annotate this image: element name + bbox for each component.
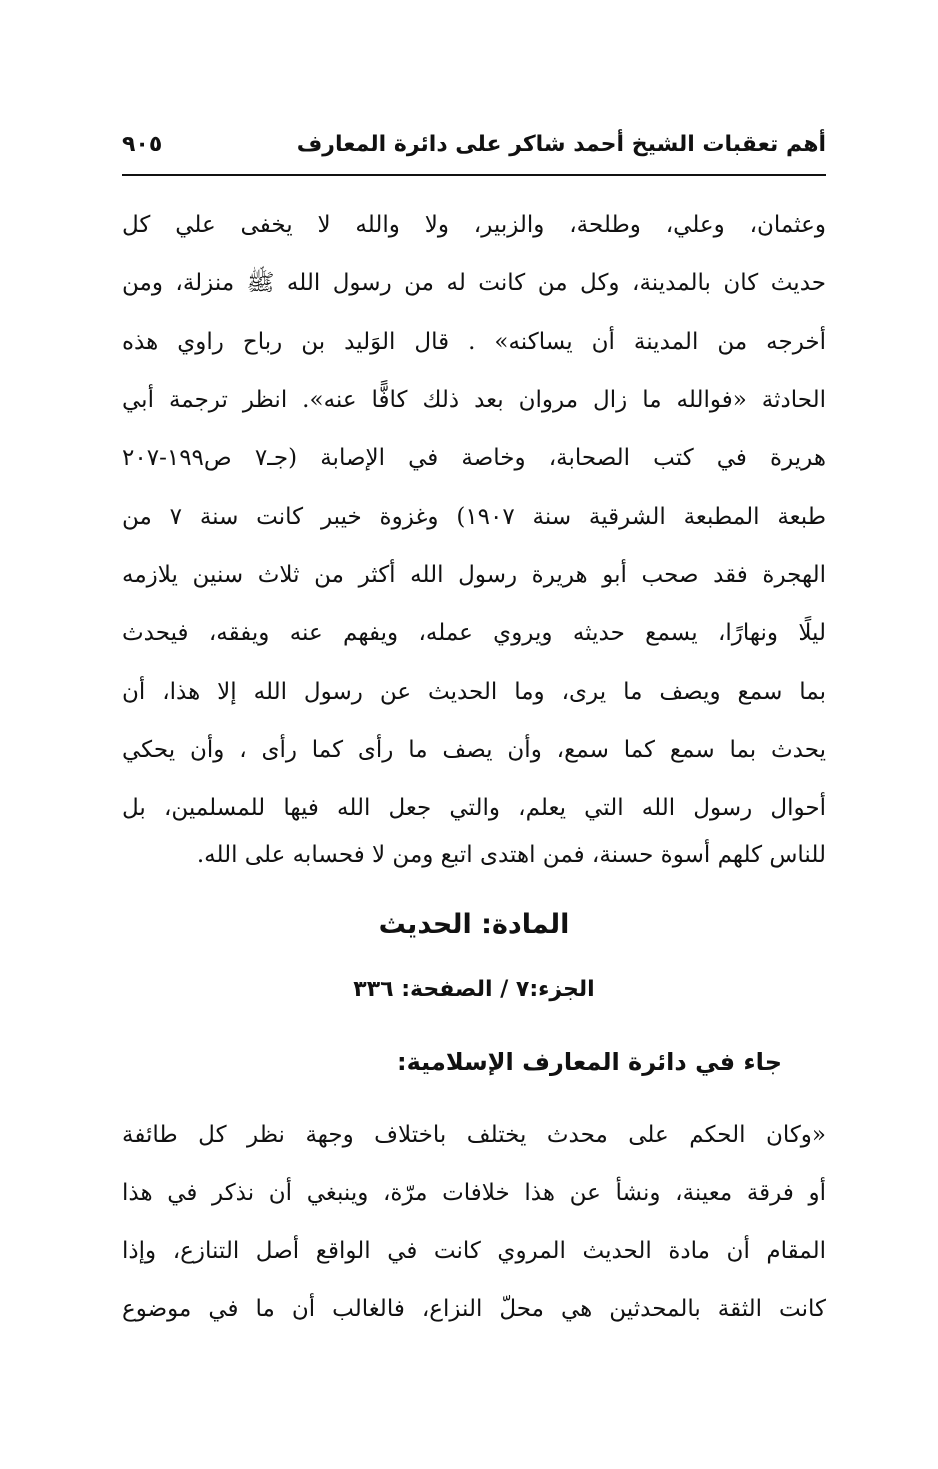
text-line: ليلًا ونهارًا، يسمع حديثه ويروي عمله، ويفهم عنه ويفقه، فيحدث: [122, 620, 826, 646]
page-number: ٩٠٥: [122, 131, 163, 157]
text-line: حديث كان بالمدينة، وكل من كانت له من رسول الله ﷺ منزلة، ومن: [122, 270, 826, 296]
page-header: [122, 118, 826, 170]
text-line: «وكان الحكم على محدث يختلف باختلاف وجهة نظر كل طائفة: [122, 1122, 826, 1148]
section-title: المادة: الحديث: [378, 909, 570, 940]
header-rule: [122, 174, 826, 176]
text-line: أحوال رسول الله التي يعلم، والتي جعل الله فيها للمسلمين، بل: [122, 795, 826, 821]
text-line: طبعة المطبعة الشرقية سنة ١٩٠٧) وغزوة خيبر كانت سنة ٧ من: [122, 504, 826, 530]
text-line: يحدث بما سمع كما سمع، وأن يصف ما رأى كما رأى ، وأن يحكي: [122, 737, 826, 763]
text-line: هريرة في كتب الصحابة، وخاصة في الإصابة (جـ٧ ص١٩٩-٢٠٧: [122, 445, 826, 471]
text-line: الهجرة فقد صحب أبو هريرة رسول الله أكثر من ثلاث سنين يلازمه: [122, 562, 826, 588]
section-reference: الجزء:٧ / الصفحة: ٣٣٦: [353, 977, 595, 1002]
text-line: أو فرقة معينة، ونشأ عن هذا خلافات مرّة، وينبغي أن نذكر في هذا: [122, 1180, 826, 1206]
text-line: الحادثة «فوالله ما زال مروان بعد ذلك كافًّا عنه». انظر ترجمة أبي: [122, 387, 826, 413]
text-line: بما سمع ويصف ما يرى، وما الحديث عن رسول الله إلا هذا، أن: [122, 679, 826, 705]
section-intro: جاء في دائرة المعارف الإسلامية:: [397, 1048, 782, 1076]
running-title: أهم تعقبات الشيخ أحمد شاكر على دائرة المعارف: [296, 131, 826, 157]
text-line: أخرجه من المدينة أن يساكنه» . قال الوَليد بن رباح راوي هذه: [122, 329, 826, 355]
text-line: وعثمان، وعلي، وطلحة، والزبير، ولا والله لا يخفى علي كل: [122, 212, 826, 238]
text-line: المقام أن مادة الحديث المروي كانت في الواقع أصل التنازع، وإذا: [122, 1238, 826, 1264]
text-line: كانت الثقة بالمحدثين هي محلّ النزاع، فالغالب أن ما في موضوع: [122, 1296, 826, 1322]
text-line: للناس كلهم أسوة حسنة، فمن اهتدى اتبع ومن لا فحسابه على الله.: [196, 842, 826, 868]
